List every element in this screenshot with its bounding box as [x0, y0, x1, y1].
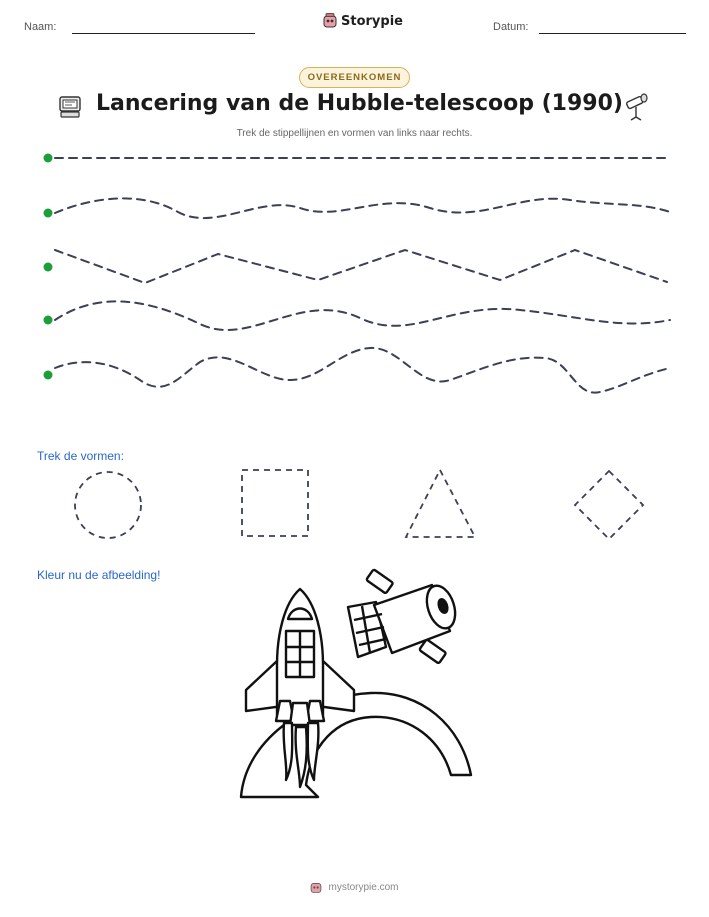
date-label: Datum: — [493, 21, 529, 33]
trace-square[interactable] — [242, 470, 308, 536]
start-dot — [44, 209, 53, 218]
trace-diamond[interactable] — [575, 471, 643, 539]
shapes-area — [0, 465, 709, 545]
start-dot — [44, 371, 53, 380]
brand-name: Storypie — [341, 13, 403, 29]
planet-arc[interactable] — [241, 693, 471, 797]
telescope-drawing[interactable] — [348, 569, 460, 663]
telescope-icon — [623, 93, 651, 121]
storypie-mascot-icon — [310, 881, 322, 894]
date-line[interactable] — [539, 33, 686, 34]
coloring-heading: Kleur nu de afbeelding! — [37, 568, 161, 582]
shapes-heading: Trek de vormen: — [37, 449, 124, 463]
name-line[interactable] — [72, 33, 255, 34]
trace-circle[interactable] — [75, 472, 141, 538]
trace-line-zigzag[interactable] — [55, 250, 667, 283]
trace-line-bump-wave[interactable] — [55, 348, 670, 393]
page-title: Lancering van de Hubble-telescoop (1990) — [96, 91, 623, 116]
instructions: Trek de stippellijnen en vormen van links naar rechts. — [236, 128, 473, 139]
trace-line-gentle-wave[interactable] — [55, 198, 670, 218]
footer — [0, 881, 709, 894]
tracing-area — [0, 140, 709, 390]
computer-icon — [57, 94, 83, 120]
start-dot — [44, 263, 53, 272]
start-dot — [44, 154, 53, 163]
trace-line-wave[interactable] — [55, 301, 670, 330]
storypie-mascot-icon — [323, 13, 337, 29]
coloring-picture[interactable] — [236, 575, 476, 800]
brand-logo — [323, 13, 403, 29]
category-badge: OVEREENKOMEN — [299, 67, 410, 88]
start-dot — [44, 316, 53, 325]
trace-triangle[interactable] — [406, 470, 475, 537]
name-label: Naam: — [24, 21, 57, 33]
footer-site[interactable]: mystorypie.com — [328, 882, 399, 893]
